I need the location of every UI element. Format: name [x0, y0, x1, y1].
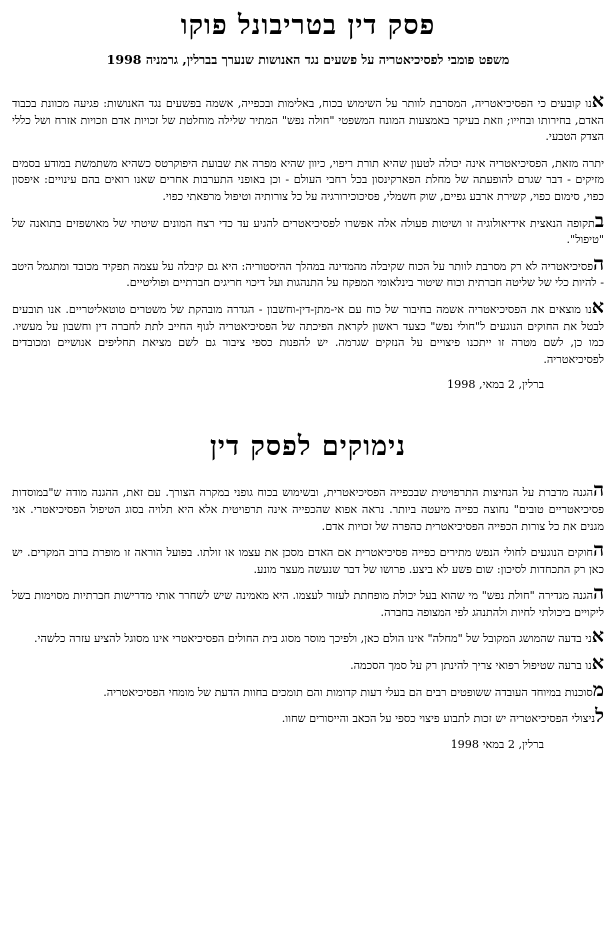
paragraph-text: תקופה הנאצית אידיאולוגיה זו ושיטות פעולה אלה אפשרו לפסיכיאטרים להגיע עד כדי רצח המונים שיטתי של מאושפזים בתואנה של "טיפול". — [12, 216, 604, 247]
reasons-body — [12, 479, 604, 751]
paragraph-text: נו קובעים כי הפסיכיאטריה, המסרבת לוותר על השימוש בכוח, באלימות ובכפייה, אשמה בפשעים נגד האנושות: פגיעה מכוונת בכבוד האדם, בחירותו ובחייו; וזאת בעיקר באמצעות המונח המשפטי "חולה נפש" המתיר שלילה מוחלטת של זכויות אדם וזכויות אזרח ושל כללי הצדק הטבעי. — [12, 97, 604, 144]
verdict-paragraph — [12, 295, 604, 368]
drop-cap: ה — [593, 479, 604, 502]
drop-cap: ה — [593, 539, 604, 562]
paragraph-text: הגנה מדברת על הנחיצות התרפויטית שבכפייה הפסיכיאטרית, ובשימוש בכוח גופני במקרה הצורך. עם זאת, ההגנה מודה ש"במוסדות פסיכיאטריים טובים" נחוצה כפייה מיעטה ביותר. נראה אפוא שהכפייה אינה תרפויטית אלא היא תלויה בסוג הטיפול הפסיכיאטרי. אני מגנים את כל צורות הכפייה הפסיכיאטרית כהפרה של זכויות אדם. — [12, 486, 604, 533]
verdict-title: פסק דין בטריבונל פוקו — [180, 10, 436, 41]
paragraph-text: יתרה מזאת, הפסיכיאטריה אינה יכולה לטעון שהיא תורת ריפוי, כיוון שהיא מפרה את שבועת היפוקרטס כשהיא משתמשת במודע בסמים מזיקים - דבר שגרם להופעתה של מחלת הפארקינסון בכל רחבי העולם - וכן באופני התערבות אחרים שאנו רואים בהם עינויים: איפסון כפוי, סימום כפוי, קשירת ארבע גפיים, שוק חשמלי, פסיכוכירורגיה על כל צורותיה וטיפול מרפאתי כפוי. — [12, 156, 604, 203]
drop-cap: מ — [592, 678, 604, 701]
reasons-title: נימוקים לפסק דין — [209, 431, 407, 463]
reasons-paragraph — [12, 582, 604, 621]
verdict-body — [12, 90, 604, 392]
verdict-date: ברלין, 2 במאי, 1998 — [447, 378, 544, 392]
paragraph-text: פסיכיאטריה לא רק מסרבת לוותר על הכוח שקיבלה מהמדינה במהלך ההיסטוריה: היא גם קיבלה על עצמה תפקיד מכובד ומתגמל היטב - להיות כלי של שליטה חברתית וכוח שיטור בינלאומי המפקח על התנהגות ועל דיכוי חריגים חברתיים ופוליטיים. — [12, 259, 604, 290]
reasons-date: ברלין, 2 במאי 1998 — [450, 737, 544, 751]
section-spacer — [12, 467, 604, 485]
paragraph-text: סוכנות במיוחד העובדה ששופטים רבים הם בעלי דעות קדומות והם תומכים בחוות הדעת של מומחי הפסיכיאטריה. — [103, 685, 593, 699]
reasons-paragraph — [12, 625, 604, 648]
reasons-paragraph — [12, 479, 604, 535]
paragraph-text: נו מוצאים את הפסיכיאטריה אשמה בחיבור של כוח עם אי-מתן-דין-וחשבון - הגדרה מובהקת של משטרים טוטאליטריים. אנו תובעים לבטל את החוקים הנוגעים ל"חולי נפש" כצעד ראשון לקראת הפיכתה של הפסיכיאטריה לגוף החייב לתת לחברה דין וחשבון על מעשיו. כמו כן, לשם מטרה זו ייתכנו פיצויים על הנזקים שגרמה. יש להפנות כספי ציבור גם לשם מציאת תחליפים אנושיים ומכובדים לפסיכיאטריה. — [12, 302, 604, 366]
paragraph-text: ני בדעה שהמושג המקובל של "מחלה" אינו הולם כאן, ולפיכך מוסר מסוג בית החולים הפסיכיאטרי אינו מסוגל להציע עזרה כלשהי. — [33, 632, 592, 646]
verdict-paragraph — [12, 252, 604, 292]
drop-cap: ה — [593, 582, 604, 605]
verdict-subtitle: משפט פומבי לפסיכיאטריה על פשעים נגד האנושות שנערך בברלין, גרמניה 1998 — [106, 52, 510, 67]
reasons-paragraph — [12, 678, 604, 702]
verdict-paragraph — [12, 209, 604, 249]
reasons-paragraph — [12, 652, 604, 675]
drop-cap: א — [591, 295, 604, 318]
drop-cap: א — [591, 652, 604, 675]
verdict-paragraph — [12, 156, 604, 206]
drop-cap: ל — [595, 705, 604, 728]
paragraph-text: נו ברעה שטיפול רפואי צריך להינתן רק על סמך הסכמה. — [350, 659, 592, 673]
reasons-paragraph — [12, 705, 604, 728]
drop-cap: ה — [593, 252, 604, 275]
drop-cap: ב — [594, 209, 604, 232]
drop-cap: א — [591, 90, 604, 112]
paragraph-text: ניצולי הפסיכיאטריה יש זכות לתבוע פיצוי כספי על הכאב והייסורים שחוו. — [281, 712, 596, 726]
paragraph-text: חוקים הנוגעים לחולי הנפש מתירים כפייה פסיכיאטרית אם האדם מסכן את עצמו או זולתו. בפועל הוראה זו מופרת ברוב המקרים. יש כאן רק התכחדות לסיכון: שום פשע לא ביצע. פרושו של דבר שנעשה מעצר מונע. — [12, 546, 604, 576]
paragraph-text: הגנה מגדירה "חולת נפש" מי שהוא בעל יכולת מופחתת לעזור לעצמו. היא מאמינה שיש לשחרר אותי מדרישות חברתיות מסוימות בשל ליקויים ביכולתי לחיות ולהתנהג לפי המצופה בחברה. — [12, 589, 604, 619]
drop-cap: א — [591, 625, 604, 648]
verdict-paragraph — [12, 90, 604, 146]
reasons-paragraph — [12, 539, 604, 578]
